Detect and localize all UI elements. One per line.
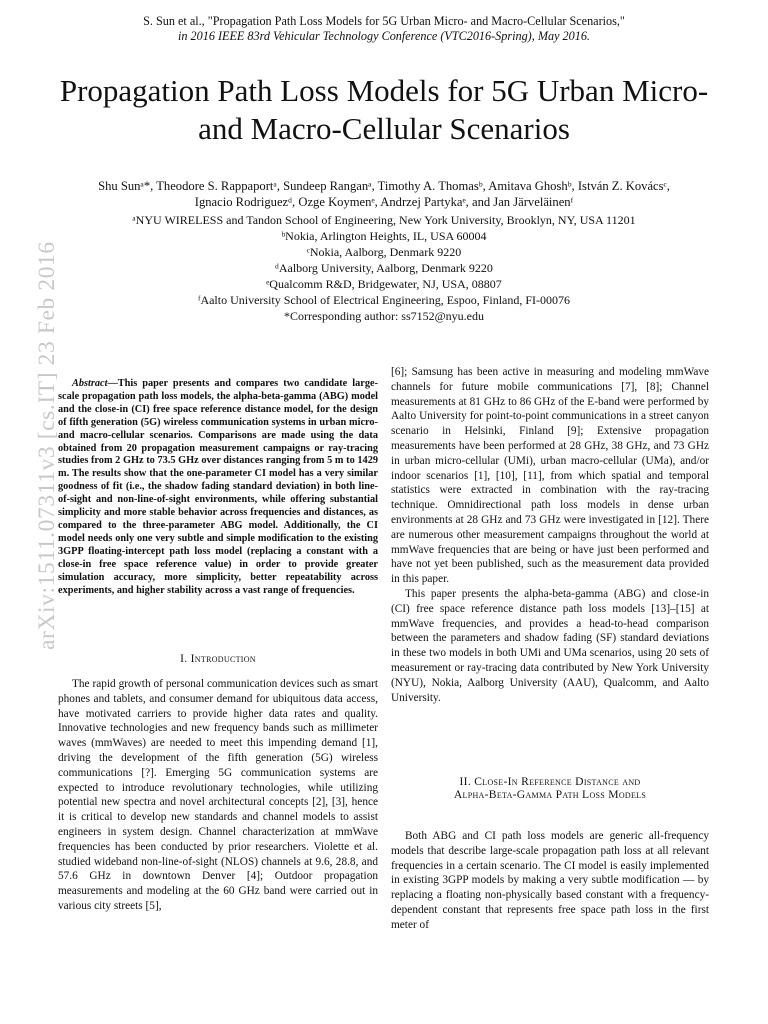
arxiv-stamp: arXiv:1511.07311v3 [cs.IT] 23 Feb 2016 (34, 241, 60, 650)
abstract-label: Abstract (72, 378, 108, 389)
citation-line-1: S. Sun et al., "Propagation Path Loss Models for 5G Urban Micro- and Macro-Cellular Scenarios," (143, 14, 625, 28)
affiliation-item: ᶠAalto University School of Electrical Engineering, Espoo, Finland, FI-00076 (197, 293, 571, 307)
affiliation-item: ᶜNokia, Aalborg, Denmark 9220 (306, 245, 462, 259)
intro-text: The rapid growth of personal communication devices such as smart phones and tablets, and consumer demand for ubiquitous data access, have motivated carriers to provide higher data rates and quality. Innovative technologies and new frequency bands such as millimeter waves (mmWaves) are needed to meet this impending demand [1], driving the development of the fifth generation (5G) wireless communications [?]. Emerging 5G communication systems are expected to introduce revolutionary technologies, while utilizing potential new spectra and novel architectural concepts [2], [3], hence it is critical to develop new standards and channel models to assist engineers in system design. Channel characterization at mmWave frequencies has been conducted by prior researchers. Violette et al. studied wideband non-line-of-sight (NLOS) channels at 9.6, 28.8, and 57.6 GHz in downtown Denver [4]; Outdoor propagation measurements and modeling at the 60 GHz band were carried out in various city streets [5], (58, 678, 378, 912)
section-2-heading-line-2: Alpha-Beta-Gamma Path Loss Models (453, 788, 647, 801)
section-2-text: Both ABG and CI path loss models are generic all-frequency models that describe large-scale propagation path loss at all relevant frequencies in a certain scenario. The CI model is easily implemented in existing 3GPP models by making a very subtle modification — by replacing a floating non-physically based constant with a frequency-dependent constant that represents free space path loss in the first meter of (391, 830, 709, 931)
abstract-text: —This paper presents and compares two candidate large-scale propagation path loss models, the alpha-beta-gamma (ABG) model and the close-in (CI) free space reference distance model, for the design of fifth generation (5G) wireless communication systems in urban micro- and macro-cellular scenarios. Comparisons are made using the data obtained from 20 propagation measurement campaigns or ray-tracing studies from 2 GHz to 73.5 GHz over distances ranging from 5 m to 1429 m. The results show that the one-parameter CI model has a very similar goodness of fit (i.e., the shadow fading standard deviation) in both line-of-sight and non-line-of-sight environments, while offering substantial simplicity and more stable behavior across frequencies and distances, as compared to the three-parameter ABG model. Additionally, the CI model needs only one very subtle and simple modification to the existing 3GPP floating-intercept path loss model (replacing a constant with a close-in free space reference value) in order to provide greater simulation accuracy, more simplicity, better repeatability across experiments, and higher stability across a vast range of frequencies. (58, 378, 378, 596)
affiliation-item: ᵇNokia, Arlington Heights, IL, USA 60004 (281, 229, 487, 243)
affiliation-item: ᵉQualcomm R&D, Bridgewater, NJ, USA, 08807 (266, 277, 502, 291)
affiliation-item: ᵈAalborg University, Aalborg, Denmark 9220 (275, 261, 493, 275)
authors-line-2: Ignacio Rodriguezᵈ, Ozge Koymenᵉ, Andrzej Partykaᵉ, and Jan Järveläinenᶠ (194, 195, 574, 209)
authors-line-1: Shu Sunᵃ*, Theodore S. Rappaportᵃ, Sundeep Ranganᵃ, Timothy A. Thomasᵇ, Amitava Ghoshᵇ, István Z. Kovácsᶜ, (98, 179, 670, 193)
title-line-2: and Macro-Cellular Scenarios (198, 111, 570, 146)
right-paragraph-2: This paper presents the alpha-beta-gamma (ABG) and close-in (CI) free space reference distance path loss models [13]–[15] at mmWave frequencies, and provides a head-to-head comparison between the parameters and shadow fading (SF) standard deviations in these two models in both UMi and UMa scenarios, using 20 sets of measurement or ray-tracing data contributed by New York University (NYU), Nokia, Aalborg University (AAU), Qualcomm, and Aalto University. (391, 587, 709, 704)
section-2-heading-line-1: II. Close-In Reference Distance and (459, 775, 641, 788)
section-2-paragraph (391, 829, 709, 933)
affiliation-item: ᵃNYU WIRELESS and Tandon School of Engineering, New York University, Brooklyn, NY, USA 11201 (132, 213, 636, 227)
right-paragraph-1: [6]; Samsung has been active in measuring and modeling mmWave channels for future mobile communications [7], [8]; Channel measurements at 81 GHz to 86 GHz of the E-band were performed by Aalto University for point-to-point communications in a street canyon scenario in Helsinki, Finland [9]; Extensive propagation measurements have been performed at 28 GHz, 38 GHz, and 73 GHz in urban micro-cellular (UMi), urban macro-cellular (UMa), and/or indoor scenarios [1], [10], [11], from which spatial and temporal statistics were extracted in combination with the ray-tracing technique. Omnidirectional path loss models in dense urban environments at 28 GHz and 73 GHz were investigated in [12]. There are numerous other measurement campaigns throughout the world at mmWave frequencies that are being or have just been performed and have not yet been published, such as the measurement data provided in this paper. (391, 366, 709, 586)
right-column-text (391, 365, 709, 705)
section-2-heading (391, 775, 709, 801)
citation-line-2: in 2016 IEEE 83rd Vehicular Technology Conference (VTC2016-Spring), May 2016. (178, 29, 590, 43)
affiliation-list (40, 212, 728, 324)
paper-title (40, 72, 728, 148)
author-list (40, 178, 728, 210)
citation-header (60, 14, 708, 44)
abstract (58, 378, 378, 597)
introduction-paragraph (58, 677, 378, 914)
corresponding-author: *Corresponding author: ss7152@nyu.edu (283, 309, 485, 323)
section-1-heading: I. Introduction (180, 652, 256, 665)
title-line-1: Propagation Path Loss Models for 5G Urban Micro- (59, 73, 709, 108)
